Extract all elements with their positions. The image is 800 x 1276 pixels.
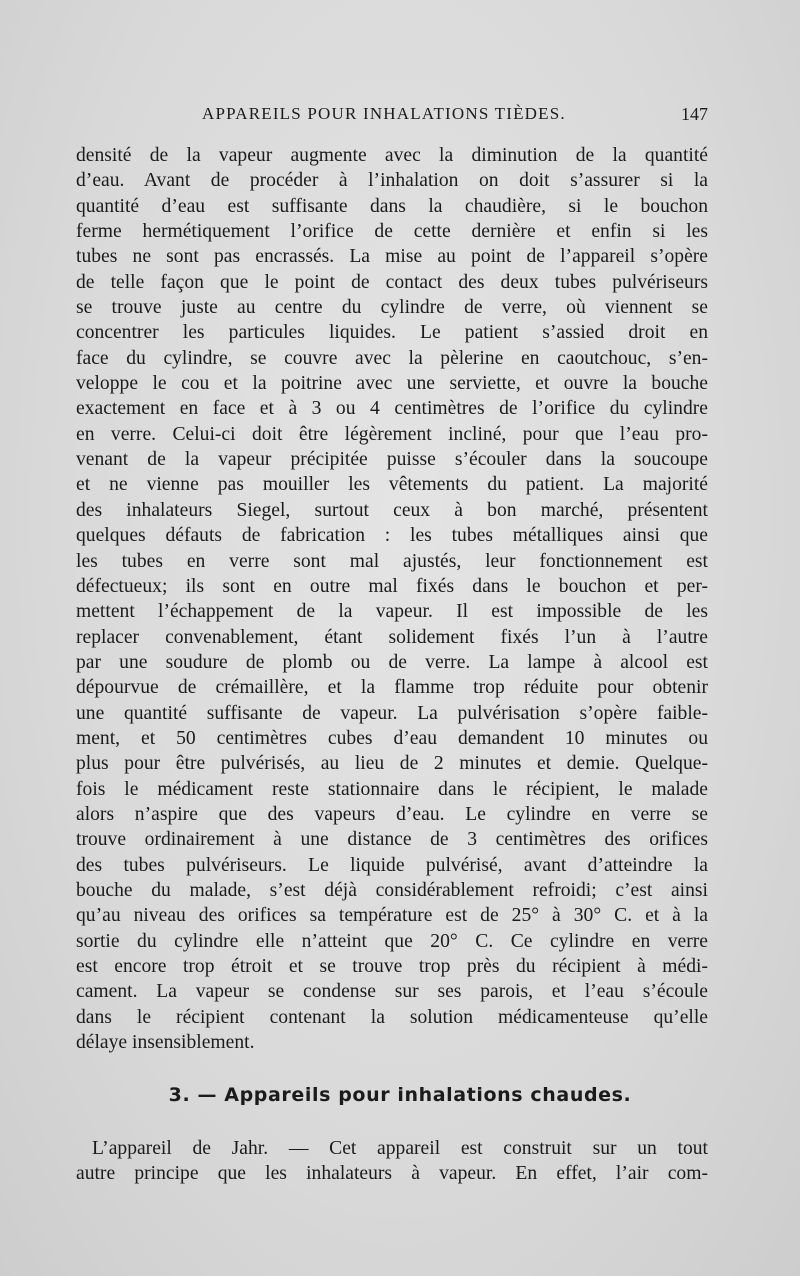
text-line: veloppe le cou et la poitrine avec une serviette, et ouvre la bouche — [76, 373, 708, 395]
text-line: d’eau. Avant de procéder à l’inhalation on doit s’assurer si la — [76, 170, 708, 192]
text-line: dépourvue de crémaillère, et la flamme trop réduite pour obtenir — [76, 677, 708, 699]
text-line: plus pour être pulvérisés, au lieu de 2 minutes et demie. Quelque- — [76, 753, 708, 775]
text-line: fois le médicament reste stationnaire dans le récipient, le malade — [76, 778, 708, 800]
text-line: est encore trop étroit et se trouve trop près du récipient à médi- — [76, 956, 708, 977]
body-paragraph — [76, 143, 708, 1055]
text-line: cament. La vapeur se condense sur ses parois, et l’eau s’écoule — [76, 981, 708, 1003]
text-line: bouche du malade, s’est déjà considérablement refroidi; c’est ainsi — [76, 879, 708, 901]
text-line: exactement en face et à 3 ou 4 centimètres de l’orifice du cylindre — [76, 398, 708, 420]
text-line: L’appareil de Jahr. — Cet appareil est construit sur un tout — [92, 1138, 708, 1159]
text-line: autre principe que les inhalateurs à vapeur. En effet, l’air com- — [76, 1163, 708, 1185]
page-number: 147 — [681, 104, 708, 124]
text-line: par une soudure de plomb ou de verre. La lampe à alcool est — [76, 651, 708, 673]
text-line: sortie du cylindre elle n’atteint que 20° C. Ce cylindre en verre — [76, 930, 708, 952]
running-title: APPAREILS POUR INHALATIONS TIÈDES. — [202, 104, 566, 123]
text-line: mettent l’échappement de la vapeur. Il est impossible de les — [76, 601, 708, 623]
text-line: alors n’aspire que des vapeurs d’eau. Le cylindre en verre se — [76, 803, 708, 825]
text-line: des inhalateurs Siegel, surtout ceux à bon marché, présentent — [76, 499, 708, 521]
text-line: une quantité suffisante de vapeur. La pulvérisation s’opère faible- — [76, 702, 708, 724]
text-line: de telle façon que le point de contact des deux tubes pulvériseurs — [76, 271, 708, 293]
text-line: ment, et 50 centimètres cubes d’eau demandent 10 minutes ou — [76, 727, 708, 749]
text-line: replacer convenablement, étant solidement fixés l’un à l’autre — [76, 626, 708, 648]
text-line: délaye insensiblement. — [76, 1032, 255, 1054]
running-head — [76, 104, 708, 130]
text-line: quantité d’eau est suffisante dans la chaudière, si le bouchon — [76, 195, 708, 217]
text-line: qu’au niveau des orifices sa température est de 25° à 30° C. et à la — [76, 905, 708, 927]
text-line: en verre. Celui-ci doit être légèrement incliné, pour que l’eau pro- — [76, 423, 708, 445]
text-line: dans le récipient contenant la solution médicamenteuse qu’elle — [76, 1006, 708, 1028]
text-line: venant de la vapeur précipitée puisse s’écouler dans la soucoupe — [76, 449, 708, 471]
body-paragraph — [76, 1136, 708, 1187]
text-line: et ne vienne pas mouiller les vêtements du patient. La majorité — [76, 474, 708, 496]
text-line: défectueux; ils sont en outre mal fixés dans le bouchon et per- — [76, 575, 708, 597]
text-line: densité de la vapeur augmente avec la diminution de la quantité — [76, 145, 708, 166]
section-heading: 3. — Appareils pour inhalations chaudes. — [168, 1084, 632, 1106]
text-line: face du cylindre, se couvre avec la pèlerine en caoutchouc, s’en- — [76, 347, 708, 369]
text-line: ferme hermétiquement l’orifice de cette dernière et enfin si les — [76, 221, 708, 243]
text-line: se trouve juste au centre du cylindre de verre, où viennent se — [76, 297, 708, 319]
text-line: tubes ne sont pas encrassés. La mise au point de l’appareil s’opère — [76, 246, 708, 268]
text-line: des tubes pulvériseurs. Le liquide pulvérisé, avant d’atteindre la — [76, 854, 708, 876]
text-line: quelques défauts de fabrication : les tubes métalliques ainsi que — [76, 525, 708, 547]
text-line: concentrer les particules liquides. Le patient s’assied droit en — [76, 322, 708, 344]
text-line: les tubes en verre sont mal ajustés, leur fonctionnement est — [76, 550, 708, 572]
text-line: trouve ordinairement à une distance de 3 centimètres des orifices — [76, 829, 708, 851]
